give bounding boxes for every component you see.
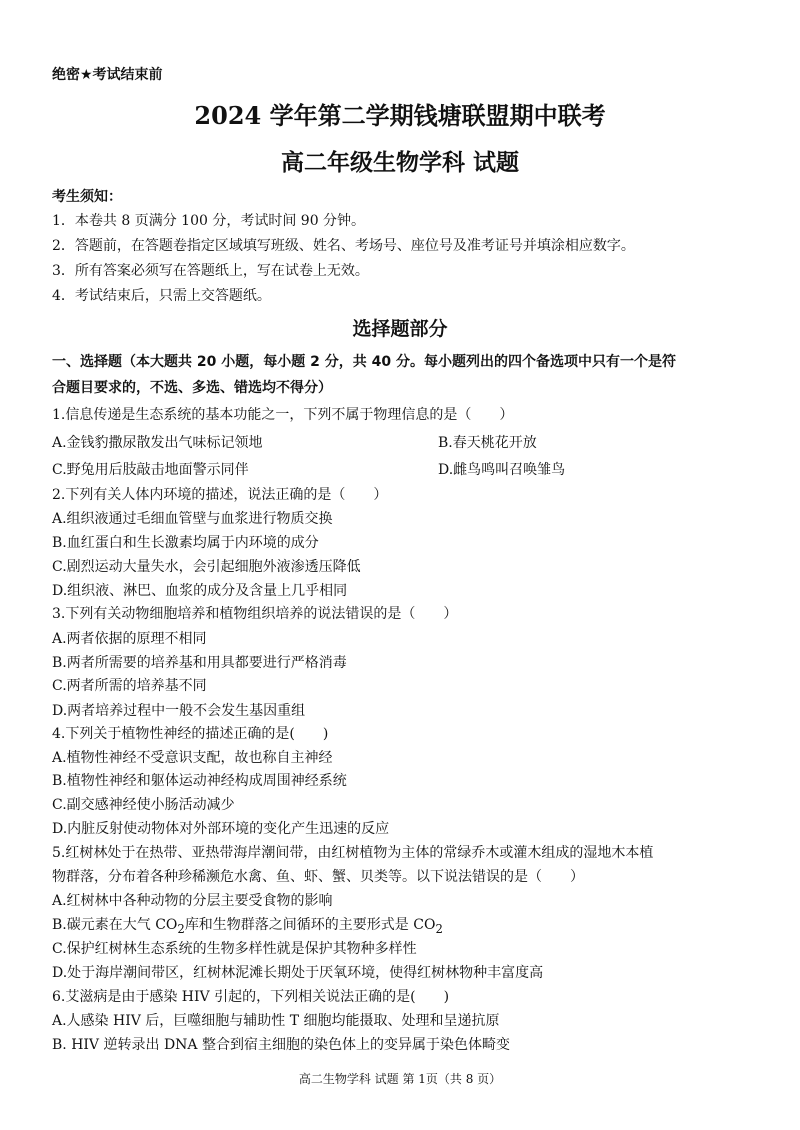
question-3-option-a: A.两者依据的原理不相同 [52, 631, 207, 647]
question-3-option-b: B.两者所需要的培养基和用具都要进行严格消毒 [52, 655, 347, 671]
question-5-option-d: D.处于海岸潮间带区，红树林泥滩长期处于厌氧环境，使得红树林物种丰富度高 [52, 965, 544, 981]
exam-subtitle: 高二年级生物学科 试题 [280, 149, 519, 176]
question-4-option-b: B.植物性神经和躯体运动神经构成周围神经系统 [52, 773, 347, 789]
question-1-stem: 1.信息传递是生态系统的基本功能之一，下列不属于物理信息的是（ ） [52, 407, 514, 423]
question-6-stem: 6.艾滋病是由于感染 HIV 引起的，下列相关说法正确的是( ) [52, 989, 450, 1005]
question-4-stem: 4.下列关于植物性神经的描述正确的是( ) [52, 726, 329, 742]
question-3-option-d: D.两者培养过程中一般不会发生基因重组 [52, 703, 306, 719]
question-5-option-a: A.红树林中各种动物的分层主要受食物的影响 [52, 893, 333, 909]
question-5-stem-line2: 物群落，分布着各种珍稀濒危水禽、鱼、虾、蟹、贝类等。以下说法错误的是（ ） [52, 869, 584, 885]
subscript-2: 2 [177, 921, 185, 936]
notice-item: 4．考试结束后，只需上交答题纸。 [52, 288, 271, 304]
question-2-option-a: A.组织液通过毛细血管壁与血浆进行物质交换 [52, 511, 333, 527]
subscript-2: 2 [435, 921, 443, 936]
question-1-option-a: A.金钱豹撒尿散发出气味标记领地 [52, 435, 263, 451]
exam-title: 2024 学年第二学期钱塘联盟期中联考 [194, 101, 606, 130]
confidential-label: 绝密★考试结束前 [52, 67, 163, 83]
question-6-option-a: A.人感染 HIV 后，巨噬细胞与辅助性 T 细胞均能摄取、处理和呈递抗原 [52, 1013, 500, 1029]
question-1-option-c: C.野兔用后肢敲击地面警示同伴 [52, 462, 249, 478]
section-instruction-line1: 一、选择题（本大题共 20 小题，每小题 2 分，共 40 分。每小题列出的四个备选项中只有一个是符 [52, 354, 676, 370]
question-2-option-b: B.血红蛋白和生长激素均属于内环境的成分 [52, 535, 319, 551]
section-instruction-line2: 合题目要求的，不选、多选、错选均不得分） [52, 380, 332, 396]
question-2-stem: 2.下列有关人体内环境的描述，说法正确的是（ ） [52, 487, 388, 503]
question-3-option-c: C.两者所需的培养基不同 [52, 678, 207, 694]
question-4-option-c: C.副交感神经使小肠活动减少 [52, 797, 235, 813]
question-5-option-b-part1: B.碳元素在大气 CO [52, 917, 178, 933]
notice-item: 3．所有答案必须写在答题纸上，写在试卷上无效。 [52, 263, 369, 279]
question-2-option-d: D.组织液、淋巴、血浆的成分及含量上几乎相同 [52, 583, 348, 599]
question-3-stem: 3.下列有关动物细胞培养和植物组织培养的说法错误的是（ ） [52, 606, 458, 622]
question-5-option-b [52, 914, 443, 936]
question-5-option-c: C.保护红树林生态系统的生物多样性就是保护其物种多样性 [52, 941, 417, 957]
notice-heading: 考生须知： [52, 189, 122, 205]
question-6-option-b: B. HIV 逆转录出 DNA 整合到宿主细胞的染色体上的变异属于染色体畸变 [52, 1037, 510, 1053]
notice-item: 2．答题前，在答题卷指定区域填写班级、姓名、考场号、座位号及准考证号并填涂相应数字。 [52, 238, 635, 254]
question-1-option-b: B.春天桃花开放 [438, 435, 537, 451]
question-5-option-b-part2: 库和生物群落之间循环的主要形式是 CO [184, 917, 436, 933]
question-4-option-d: D.内脏反射使动物体对外部环境的变化产生迅速的反应 [52, 821, 390, 837]
question-4-option-a: A.植物性神经不受意识支配，故也称自主神经 [52, 750, 333, 766]
notice-item: 1．本卷共 8 页满分 100 分，考试时间 90 分钟。 [52, 213, 366, 229]
question-2-option-c: C.剧烈运动大量失水，会引起细胞外液渗透压降低 [52, 559, 361, 575]
section-title: 选择题部分 [352, 318, 448, 340]
page-footer: 高二生物学科 试题 第 1页（共 8 页） [298, 1072, 502, 1086]
question-5-stem-line1: 5.红树林处于在热带、亚热带海岸潮间带，由红树植物为主体的常绿乔木或灌木组成的湿地木本植 [52, 845, 654, 861]
question-1-option-d: D.雌鸟鸣叫召唤雏鸟 [438, 462, 566, 478]
